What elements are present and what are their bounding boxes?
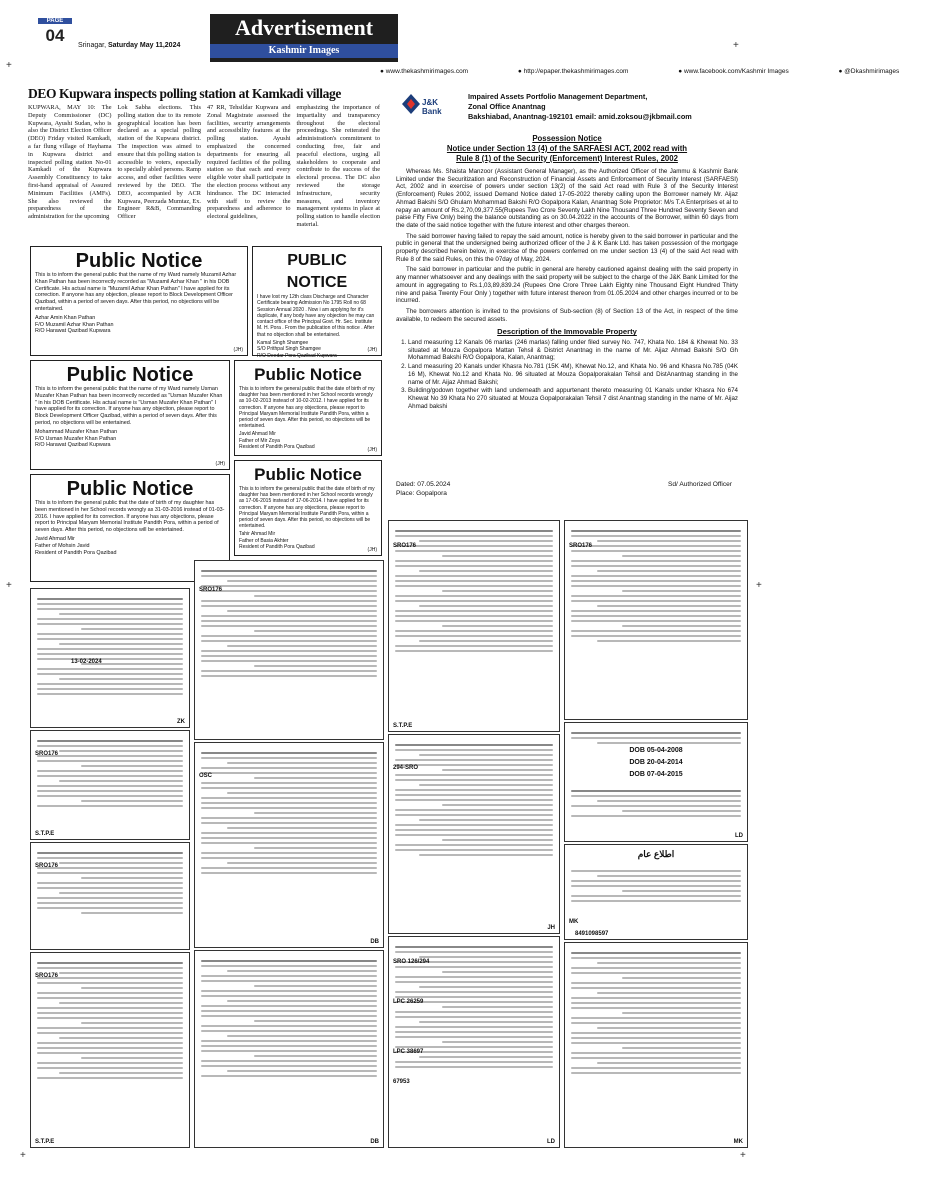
notice-body: I have lost my 12th class Discharge and Character Certificate bearing Admission No 1795 Roll no 68 Session Annual 2020 . Now i am applying for it's duplicate, if any body have any objection he may can contact office of the Principal Govt. Hr. Sec. Institute M. H. Pora . From the publication of this notice . After that no objection shall be entertained. bbox=[257, 294, 375, 338]
urdu-stpe: S.T.P.E bbox=[35, 1139, 55, 1145]
urdu-code: SRO176 bbox=[393, 543, 417, 549]
bank-para-2: The said borrower having failed to repay the said amount, notice is hereby given to the said borrower in particular and the public in general that the undersigned being authorized officer of the J & K Bank Ltd. has taken possession of the mortgage property described herein below, in exercise of the powers conferred on me under section 13 (4) of the said Act read with Rule 8 of the said Rules, on this the 07day of May, 2024. bbox=[396, 232, 738, 263]
urdu-phone: 8491098597 bbox=[575, 931, 609, 937]
urdu-lpc: LPC 38697 bbox=[393, 1049, 424, 1055]
urdu-code: OSC bbox=[199, 773, 213, 779]
dob-list bbox=[565, 745, 747, 781]
urdu-notice-k bbox=[564, 520, 748, 720]
dob-entry: DOB 20-04-2014 bbox=[629, 759, 683, 766]
urdu-notice-n bbox=[564, 942, 748, 1148]
urdu-notice-l bbox=[564, 722, 748, 842]
page-label: PAGE bbox=[38, 18, 72, 24]
bank-logo bbox=[402, 94, 454, 116]
public-notice-6: Public Notice This is to inform the general public that the date of birth of my daughter has been mentioned in her School records wrongly as 17-06-2015 instead of 17-06-2014. I have applied for its correction. If anyone has any objections, please report to Principal Maryam Memorial Institute Pandith Pora, within a period of seven days. After this period, no objections will be entertained. Tahir Ahmad Mir Father of Basia Akhter Resident of Pandith Pora Qazibad (JH) bbox=[234, 460, 382, 556]
property-heading: Description of the Immovable Property bbox=[497, 327, 637, 337]
bank-logo-text: J&K Bank bbox=[422, 98, 442, 116]
crop-mark-icon: + bbox=[6, 580, 12, 591]
notice-title: PUBLIC NOTICE bbox=[286, 252, 348, 291]
property-item: 1. Land measuring 12 Kanals 06 marlas (246 marlas) falling under filed survey No. 747, Khata No. 184 & Khewat No. 33 situated at Mouza Gopalpora Mattan Tehsil & District Anantnag in the name of Mr. Aijaz Ahmad Bakshi S/O Gh Mohammad Bakshi R/O Gopalpora, Kalan, Anantnag; bbox=[408, 339, 738, 362]
bank-para-3: The said borrower in particular and the public in general are hereby cautioned against dealing with the said property in any manner whatsoever and any dealings with the said property will be subject to the charge of the J&K Bank Limited for the amount in aggregating to Rs.1,03,89,839.24 (Rupees One Crore Three Lakh Eighty nine Thousand Eight Hundred Thirty nine and paisa Twenty Four Only ) together with future interest thereon from 01.05.2024 and other charges incurred or to be incurred. bbox=[396, 266, 738, 305]
notice-title: Public Notice bbox=[254, 365, 362, 384]
notice-code: (JH) bbox=[215, 461, 225, 467]
urdu-tag: ZK bbox=[177, 719, 185, 725]
bank-address: Impaired Assets Portfolio Management Department, Zonal Office Anantnag Bakshiabad, Anantnag-192101 email: amid.zoksou@jkbmail.com bbox=[468, 92, 692, 121]
urdu-stpe: S.T.P.E bbox=[35, 831, 55, 837]
urdu-date: 13-02-2024 bbox=[71, 659, 102, 665]
urdu-tag: MK bbox=[733, 1139, 743, 1145]
urdu-code: SRO176 bbox=[35, 751, 59, 757]
authorized-officer: Sd/ Authorized Officer bbox=[667, 481, 732, 488]
notice-body: This is to inform the general public that the name of my Ward namely Muzamil Azhar Khan Pathan has been incorrectly recorded as "Muzamil Azhar Khan " in his DOB Certificate. His actual name is "Muzamil Azhar Khan Pathan" I have applied for its correction. If anyone has any objection, please report to Block Development Officer Qazibad, within a period of seven days. After this period, no objections will be entertained. bbox=[35, 272, 237, 312]
property-item: 2. Land measuring 20 Kanals under Khasra No.781 (15K 4M), Khewat No.12, and Khata No. 96 and Khasra No.785 (04K 16 M), Khewat No.12 and Khata No. 96 situated at Mouza Gopalporakalan Tehsil and DistAnantnag standing in the name of Mr. Aijaz Ahmad Bakshi; bbox=[408, 363, 738, 386]
date-prefix: Srinagar, bbox=[78, 42, 107, 49]
header-links bbox=[380, 68, 947, 75]
urdu-code: SRO176 bbox=[199, 587, 223, 593]
article-col-3: 47 RR, Tehsildar Kupwara and Zonal Magistrate assessed the facilities, security arrangements and accessibility features at the polling station. Ayushi emphasized the concerned departments for ensuring all required facilities of the polling station so that each and every eligible voter shall participate in the election process without any hindrance. The DC interacted with staff to review the preparedness and adherence to electoral guidelines, bbox=[207, 104, 291, 221]
bank-para-4: The borrowers attention is invited to the provisions of Sub-section (8) of Section 13 of the Act, in respect of the time available, to redeem the secured assets. bbox=[396, 307, 738, 323]
bank-footer bbox=[396, 480, 738, 498]
urdu-notice-i bbox=[388, 734, 560, 934]
public-notice-5: Public Notice This is to inform the general public that the date of birth of my daughter has been mentioned in her School records wrongly as 31-03-2016 instead of 01-03-2016. I have applied for its correction. If anyone has any objections, please report to Principal Maryam Memorial Institute Pandith Pora, within a period of seven days. After this period, no objections will be entertained. Javid Ahmad Mir Father of Mohsin Javid Resident of Pandith Pora Qazibad bbox=[30, 474, 230, 582]
urdu-tag: DB bbox=[370, 1139, 379, 1145]
news-article bbox=[28, 86, 380, 244]
notice-title: Public Notice bbox=[254, 465, 362, 484]
crop-mark-icon: + bbox=[733, 40, 739, 51]
page-number-box bbox=[38, 18, 72, 58]
urdu-stpe: S.T.P.E bbox=[393, 723, 413, 729]
urdu-code: SRO176 bbox=[569, 543, 593, 549]
urdu-notice-b bbox=[30, 730, 190, 840]
notice-code: (JH) bbox=[233, 347, 243, 353]
urdu-code: SRO176 bbox=[35, 863, 59, 869]
crop-mark-icon: + bbox=[740, 1150, 746, 1161]
article-col-2: Lok Sabha elections. This polling station due to its remote geographical location has been declared as a special polling station of the Kupwara district. The inspection was aimed to ensure that this polling station is accessible to voters, especially to specially abled persons. Ramp access, and other facilities were reviewed by the DEO. The DEO, accompanied by ACR Kupwara, Peerzada Mumtaz, Ex. Engineer R&B, Commanding Officer bbox=[117, 104, 201, 221]
website-link[interactable]: ● www.thekashmirimages.com bbox=[380, 68, 469, 75]
section-banner bbox=[210, 14, 398, 62]
urdu-notice-title: اطلاع عام bbox=[637, 849, 675, 859]
notice-title: Public Notice bbox=[66, 478, 194, 500]
urdu-number: 67953 bbox=[393, 1079, 410, 1085]
public-notice-2: PUBLIC NOTICE I have lost my 12th class Discharge and Character Certificate bearing Admission No 1795 Roll no 68 Session Annual 2020 . Now i am applying for it's duplicate, if any body have any objection he may can contact office of the Principal Govt. Hr. Sec. Institute M. H. Pora . From the publication of this notice . After that no objection shall be entertained. Kamal Singh Shamgee S/O Prithpal Singh Shamgee R/O Deedar Pora Qazibad Kupwara (JH) bbox=[252, 246, 382, 356]
urdu-code: 294-SRO bbox=[393, 765, 419, 771]
dob-entry: DOB 05-04-2008 bbox=[629, 747, 683, 754]
notice-title: Public Notice bbox=[66, 364, 194, 386]
epaper-link[interactable]: ● http://epaper.thekashmirimages.com bbox=[517, 68, 629, 75]
crop-mark-icon: + bbox=[20, 1150, 26, 1161]
notice-body: This is to inform the general public that the date of birth of my daughter has been mentioned in her School records wrongly as 17-06-2015 instead of 17-06-2014. I have applied for its correction. If anyone has any objections, please report to Principal Maryam Memorial Institute Pandith Pora, within a period of seven days. After this period, no objections will be entertained. bbox=[239, 486, 375, 530]
urdu-tag: LD bbox=[547, 1139, 555, 1145]
urdu-notice-a bbox=[30, 588, 190, 728]
article-headline: DEO Kupwara inspects polling station at Kamkadi village bbox=[28, 86, 341, 101]
bank-logo-icon bbox=[402, 94, 420, 114]
article-col-4: emphasizing the importance of impartiality and transparency throughout the electoral proceedings. She reiterated the administration's commitment to conducting free, fair and peaceful elections, urging all stakeholders to cooperate and contribute to the success of the electoral process. The DC also reviewed the storage infrastructure, security measures, and inventory management systems in place at polling station to handle election material. bbox=[296, 104, 380, 228]
urdu-tag: DB bbox=[370, 939, 379, 945]
issue-date bbox=[78, 42, 180, 49]
facebook-link[interactable]: ● www.facebook.com/Kashmir Images bbox=[678, 68, 789, 75]
urdu-notice-d bbox=[30, 952, 190, 1148]
page-header bbox=[28, 12, 900, 82]
urdu-notice-h bbox=[388, 520, 560, 732]
urdu-notice-m bbox=[564, 844, 748, 940]
notice-body: This is to inform the general public that the name of my Ward namely Usman Muzafer Khan Pathan has been incorrectly recorded as "Usman Muzafer Khan " in his DOB Certificate. His actual name is "Usman Muzafer Khan Pathan" I have applied for its correction. If anyone has any objection, please report to Block Development Officer Qazibad, within a period of seven days. After this period, no objections will be entertained. bbox=[35, 386, 223, 426]
crop-mark-icon: + bbox=[756, 580, 762, 591]
page-number: 04 bbox=[45, 26, 65, 45]
paper-name: Kashmir Images bbox=[210, 44, 398, 58]
notice-title: Public Notice bbox=[75, 250, 203, 272]
urdu-notice-e bbox=[194, 560, 384, 740]
bank-possession-notice bbox=[388, 86, 746, 516]
dob-entry: DOB 07-04-2015 bbox=[629, 771, 683, 778]
date-main: Saturday May 11,2024 bbox=[107, 42, 181, 49]
urdu-tag: LD bbox=[735, 833, 743, 839]
urdu-notice-c bbox=[30, 842, 190, 950]
twitter-link[interactable]: ● @Dkashmirimages bbox=[838, 68, 900, 75]
notice-place: Place: Gopalpora bbox=[396, 490, 447, 497]
property-list bbox=[408, 339, 738, 410]
urdu-tag: MK bbox=[569, 919, 579, 925]
bank-para-1: Whereas Ms. Shaista Manzoor (Assistant General Manager), as the Authorized Officer of the Jammu & Kashmir Bank Limited under the Securitization and Reconstruction of Financial Assets and Enforcement of Security Interest (SARFAESI) Act, 2002 and in exercise of powers under section 13(2) of the said Act read with Rule 3 of the Security Interest (Enforcement) Rules 2002, issued Demand Notice dated 17-05-2022 thereby calling upon the Borrower namely Mr. Aijaz Ahmad Bakshi S/O Ghulam Mohammad Bakshi R/O Gopalpora Kalan, Anantnag Sole Proprietor: M/s T.A Enterprises et al to repay an amount of Rs.2,70,09,377.55(Rupees Two Crore Seventy Lakh Nine Thousand Three Hundred Seventy Seven and paise Fifty Five Only) being the balance outstanding as on 30.04.2022 in the accounts of the Borrower, within 60 days from the date of the said notice together with the future interest and other charges thereon. bbox=[396, 168, 738, 229]
urdu-notice-f bbox=[194, 742, 384, 948]
urdu-code: SRO176 bbox=[35, 973, 59, 979]
public-notice-3: Public Notice This is to inform the general public that the name of my Ward namely Usman Muzafer Khan Pathan has been incorrectly recorded as "Usman Muzafer Khan " in his DOB Certificate. His actual name is "Usman Muzafer Khan Pathan" I have applied for its correction. If anyone has any objection, please report to Block Development Officer Qazibad, within a period of seven days. After this period, no objections will be entertained. Mohammad Muzafer Khan Pathan F/O Usman Muzafer Khan Pathan R/O Harawat Qazibad Kupwara (JH) bbox=[30, 360, 230, 470]
urdu-code: SRO 126/294 bbox=[393, 959, 430, 965]
notice-dated: Dated: 07.05.2024 bbox=[396, 481, 451, 488]
notice-code: (JH) bbox=[367, 547, 377, 553]
urdu-lpc: LPC 26259 bbox=[393, 999, 424, 1005]
article-col-1: KUPWARA, MAY 10: The Deputy Commissioner (DC) Kupwara, Ayushi Sudan, who is also the District Election Officer (DEO) Friday visited Kamkadi, a far flung village of Hayhama in Kupwara district and inspected polling station No-01 Kamkadi of the Kupwara Assembly Constituency to take first-hand appraisal of Assured Minimum Facilities (AMFs). She also reviewed the preparedness of the administration for the upcoming bbox=[28, 104, 112, 221]
notice-body: This is to inform the general public that the date of birth of my daughter has been mentioned in her School records wrongly as 31-03-2016 instead of 01-03-2016. I have applied for its correction. If anyone has any objections, please report to Principal Maryam Memorial Institute Pandith Pora, within a period of seven days. After this period, no objections will be entertained. bbox=[35, 500, 225, 534]
notice-code: (JH) bbox=[367, 347, 377, 353]
possession-notice-title: Possession Notice Notice under Section 13 (4) of the SARFAESI ACT, 2002 read with Rule 8 (1) of the Security (Enforcement) Interest Rules, 2002 bbox=[446, 134, 688, 163]
urdu-tag: JH bbox=[547, 925, 555, 931]
notice-code: (JH) bbox=[367, 447, 377, 453]
urdu-notice-g bbox=[194, 950, 384, 1148]
section-title: Advertisement bbox=[234, 15, 374, 40]
notice-body: This is to inform the general public that the date of birth of my daughter has been mentioned in her School records wrongly as 10-02-2013 instead of 10-02-2012. I have applied for its correction. If anyone has any objections, please report to Principal Maryam Memorial Institute Pandith Pora, within a period of seven days. After this period, no objections will be entertained. bbox=[239, 386, 375, 430]
possession-notice-body bbox=[396, 168, 738, 411]
crop-mark-icon: + bbox=[6, 60, 12, 71]
public-notice-1: Public Notice This is to inform the general public that the name of my Ward namely Muzamil Azhar Khan Pathan has been incorrectly recorded as "Muzamil Azhar Khan " in his DOB Certificate. His actual name is "Muzamil Azhar Khan Pathan" I have applied for its correction. If anyone has any objection, please report to Block Development Officer Qazibad, within a period of seven days. After this period, no objections will be entertained. Azhar Amin Khan Pathan F/O Muzamil Azhar Khan Pathan R/O Harawat Qazibad Kupwara (JH) bbox=[30, 246, 248, 356]
property-item: 3. Building/godown together with land underneath and appurtenant thereto measuring 01 Kanals under Khasra No 674 Khewat No 39 Khata No 270 situated at Mouza Gopalporakalan Tehsil 7 dist Anantnag standing in the name of Mr. Aijaz Ahmad bakshi bbox=[408, 387, 738, 410]
public-notice-4: Public Notice This is to inform the general public that the date of birth of my daughter has been mentioned in her School records wrongly as 10-02-2013 instead of 10-02-2012. I have applied for its correction. If anyone has any objections, please report to Principal Maryam Memorial Institute Pandith Pora, within a period of seven days. After this period, no objections will be entertained. Javid Ahmad Mir Father of Mir Zoya Resident of Pandith Pora Qazibad (JH) bbox=[234, 360, 382, 456]
urdu-notice-j bbox=[388, 936, 560, 1148]
